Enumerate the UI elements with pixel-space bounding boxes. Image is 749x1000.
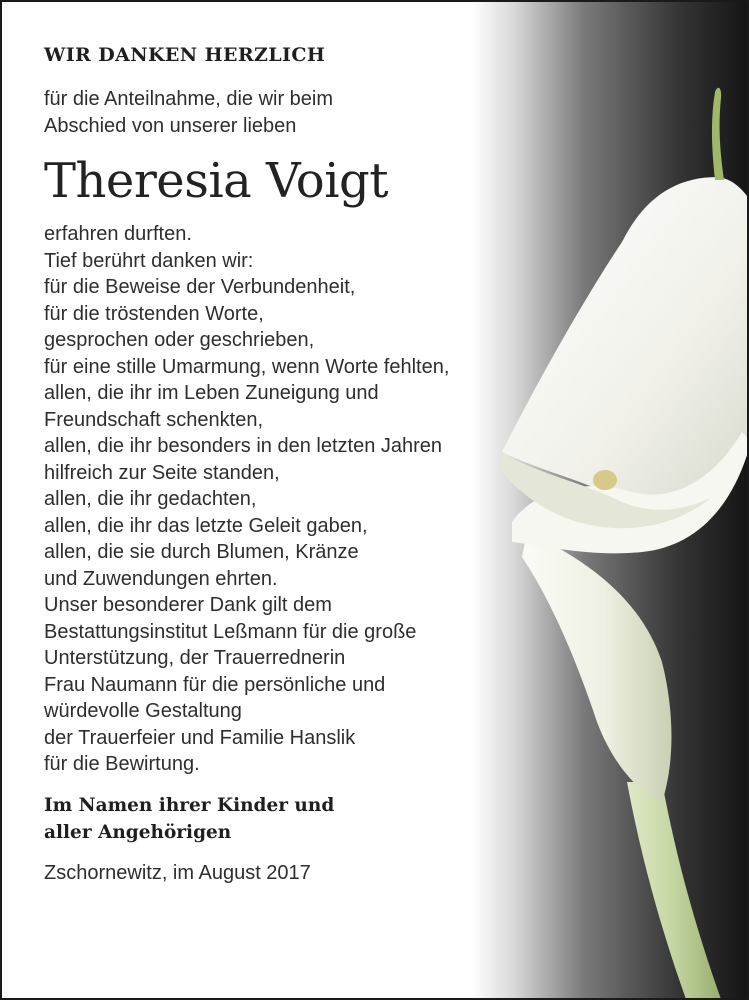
body-line: erfahren durften. — [44, 223, 192, 245]
text-column — [44, 42, 514, 886]
heading: WIR DANKEN HERZLICH — [44, 44, 326, 66]
body-line: hilfreich zur Seite standen, — [44, 461, 280, 484]
body-line: allen, die ihr das letzte Geleit gaben, — [44, 514, 368, 537]
body-line: für die Beweise der Verbundenheit, — [44, 276, 356, 298]
intro — [44, 86, 514, 139]
body-line: Bestattungsinstitut Leßmann für die große — [44, 620, 417, 643]
body-line: Unser besonderer Dank gilt dem — [44, 594, 332, 616]
body-line: Unterstützung, der Trauerrednerin — [44, 647, 346, 669]
intro-line: Abschied von unserer lieben — [44, 114, 297, 137]
body-line: für eine stille Umarmung, wenn Worte fehlten, — [44, 355, 450, 378]
body-line: für die tröstenden Worte, — [44, 302, 264, 325]
deceased-name: Theresia Voigt — [44, 153, 389, 209]
signature — [44, 792, 514, 846]
signature-line: Im Namen ihrer Kinder und — [44, 794, 335, 816]
body-line: der Trauerfeier und Familie Hanslik — [44, 726, 356, 749]
signature-line: aller Angehörigen — [44, 821, 232, 843]
body-line: und Zuwendungen ehrten. — [44, 567, 278, 590]
body-line: Tief berührt danken wir: — [44, 249, 254, 272]
body-line: Freundschaft schenkten, — [44, 408, 264, 431]
intro-line: für die Anteilnahme, die wir beim — [44, 88, 334, 110]
body-text — [44, 221, 514, 778]
body-line: allen, die ihr im Leben Zuneigung und — [44, 382, 379, 404]
body-line: für die Bewirtung. — [44, 753, 200, 775]
body-line: würdevolle Gestaltung — [44, 700, 242, 722]
body-line: gesprochen oder geschrieben, — [44, 329, 315, 351]
body-line: allen, die ihr besonders in den letzten Jahren — [44, 435, 443, 457]
place-date: Zschornewitz, im August 2017 — [44, 861, 311, 884]
body-line: allen, die ihr gedachten, — [44, 488, 257, 510]
body-line: allen, die sie durch Blumen, Kränze — [44, 541, 359, 563]
body-line: Frau Naumann für die persönliche und — [44, 673, 386, 696]
